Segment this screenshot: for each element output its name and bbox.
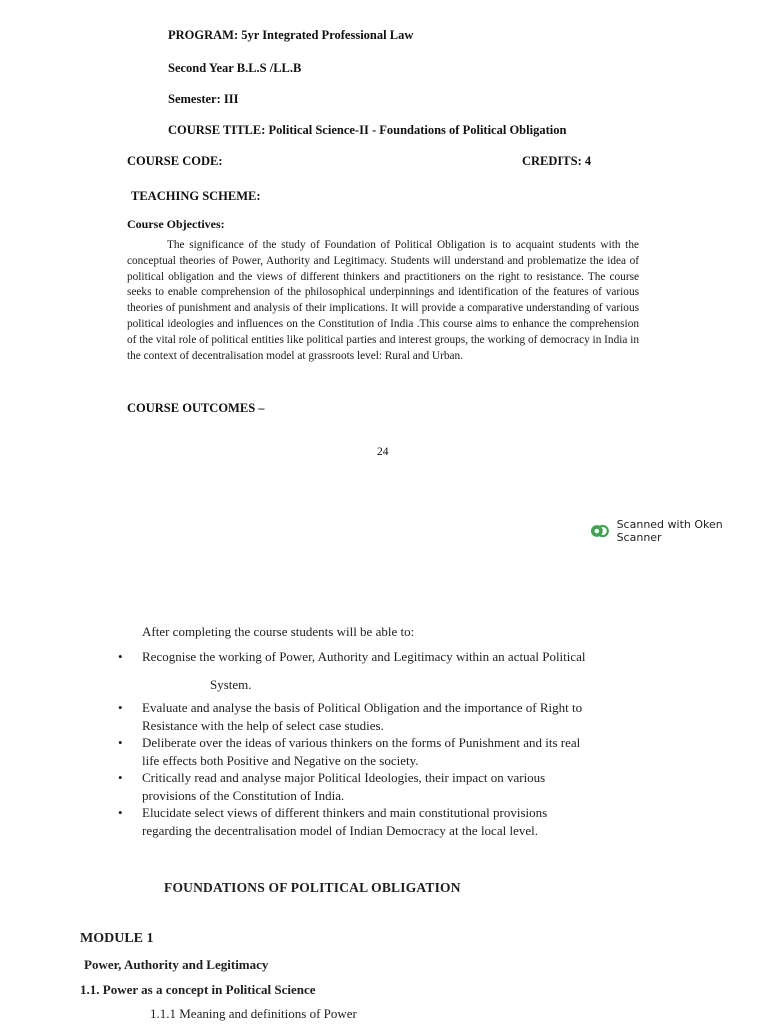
bullet-icon: • [118, 805, 123, 820]
course-code: COURSE CODE: [127, 154, 223, 168]
year-line: Second Year B.L.S /LL.B [168, 61, 302, 75]
section-title: FOUNDATIONS OF POLITICAL OBLIGATION [164, 880, 461, 895]
page-number: 24 [377, 446, 389, 458]
objectives-label: Course Objectives: [127, 217, 225, 231]
list-item: • Elucidate select views of different thinkers and main constitutional provisions regarding the decentralisation model of Indian Democracy at the local level. [118, 805, 548, 838]
module-heading: MODULE 1 [80, 931, 154, 946]
objectives-paragraph [127, 238, 639, 364]
list-item: • Critically read and analyse major Political Ideologies, their impact on various provisions of the Constitution of India. [118, 770, 546, 803]
program-line: PROGRAM: 5yr Integrated Professional Law [168, 28, 414, 42]
outcomes-intro: After completing the course students will be able to: [142, 624, 415, 639]
outcomes-label: COURSE OUTCOMES – [127, 401, 265, 415]
module-topic: Power, Authority and Legitimacy [84, 957, 269, 972]
list-item: • Evaluate and analyse the basis of Political Obligation and the importance of Right to Resistance with the help of select case studies. [118, 700, 583, 733]
bullet-icon: • [118, 770, 123, 785]
semester-line: Semester: III [168, 92, 239, 106]
course-title: COURSE TITLE: Political Science-II - Foundations of Political Obligation [168, 123, 567, 137]
outcomes-list [118, 648, 678, 839]
scanner-text: Scanned with Oken Scanner [616, 518, 723, 544]
list-item: • Deliberate over the ideas of various thinkers on the forms of Punishment and its real life effects both Positive and Negative on the society. [118, 735, 581, 768]
bullet-icon: • [118, 735, 123, 750]
objectives-text: The significance of the study of Foundation of Political Obligation is to acquaint students with the conceptual theories of Power, Authority and Legitimacy. Students will understand and problematize the idea of political obligation and the views of different thinkers and practitioners on the right to resistance. The course seeks to enable comprehension of the philosophical underpinnings and identification of the features of various theories of punishment and analysis of their implications. It will provide a comparative understanding of various political ideologies and influences on the Constitution of India .This course aims to enhance the comprehension of the vital role of political entities like political parties and interest groups, the working of democracy in India in the context of decentralisation model at grassroots level: Rural and Urban. [127, 239, 639, 362]
bullet-icon: • [118, 649, 123, 664]
teaching-scheme: TEACHING SCHEME: [131, 189, 261, 203]
oken-scanner-logo-icon [590, 524, 610, 538]
bullet-icon: • [118, 700, 123, 715]
credits: CREDITS: 4 [522, 154, 592, 168]
subsection-heading: 1.1. Power as a concept in Political Science [80, 982, 316, 997]
list-item: • Recognise the working of Power, Authority and Legitimacy within an actual Political System. [118, 649, 586, 692]
scanner-watermark [590, 518, 768, 544]
subsubsection-heading: 1.1.1 Meaning and definitions of Power [150, 1006, 357, 1021]
